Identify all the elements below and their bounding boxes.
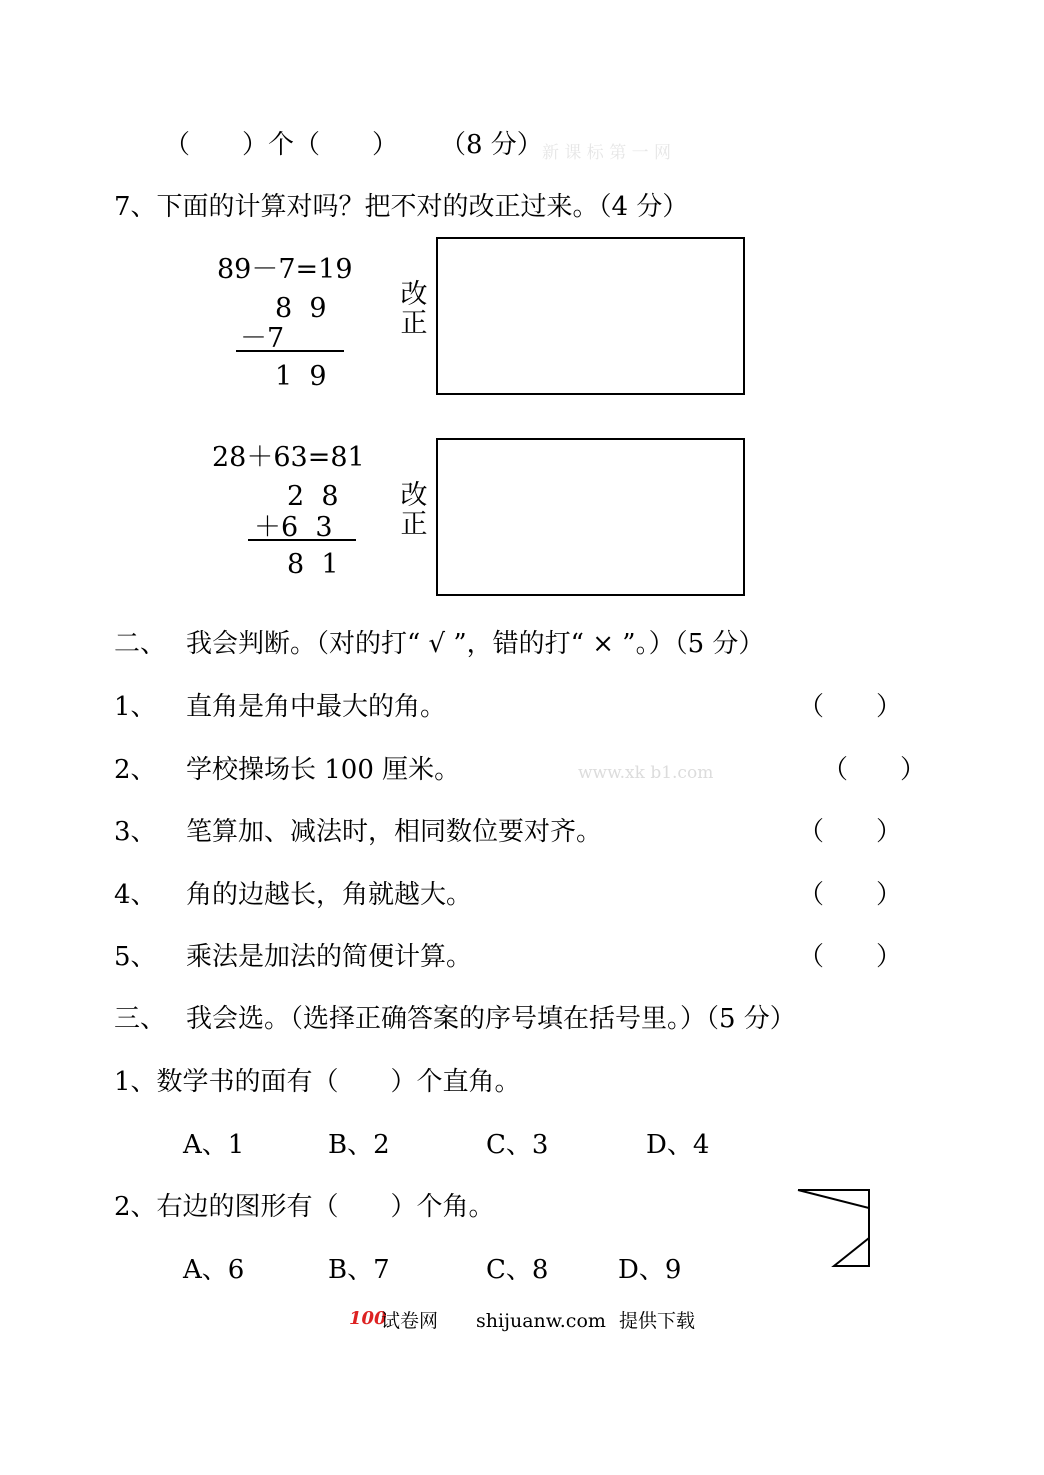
judge-item-1-number: 1、	[114, 692, 157, 722]
judge-item-3-text: 笔算加、减法时，相同数位要对齐。	[186, 817, 603, 847]
calc2-equation: 28＋63=81	[212, 442, 365, 473]
judge-item-2-answer[interactable]: （ ）	[822, 755, 927, 785]
q1-option-a[interactable]: A、1	[183, 1130, 245, 1160]
watermark-text: 新 课 标 第 一 网	[542, 143, 672, 163]
judge-item-3-answer[interactable]: （ ）	[798, 817, 903, 847]
q2-option-d[interactable]: D、9	[618, 1255, 682, 1285]
question-7-title: 7、下面的计算对吗？把不对的改正过来。（4 分）	[114, 192, 689, 222]
judge-item-4-text: 角的边越长，角就越大。	[186, 880, 473, 910]
calc1-result: 1 9	[275, 361, 327, 392]
judge-item-1-answer[interactable]: （ ）	[798, 692, 903, 722]
correct-label-1-char2: 正	[400, 308, 428, 339]
judge-item-5-number: 5、	[114, 942, 157, 972]
choice-question-2: 2、右边的图形有（ ）个角。	[114, 1192, 495, 1222]
q1-option-c[interactable]: C、3	[486, 1130, 549, 1160]
calc2-result: 8 1	[287, 549, 339, 580]
score-label: （8 分）	[440, 130, 543, 160]
correction-box-2[interactable]	[436, 438, 745, 596]
section-2-heading: 我会判断。（对的打“ √ ”，错的打“ × ”。）（5 分）	[186, 629, 765, 659]
section-3-number: 三、	[114, 1004, 167, 1034]
section-2-number: 二、	[114, 629, 167, 659]
q1-option-d[interactable]: D、4	[646, 1130, 710, 1160]
angle-figure	[794, 1186, 874, 1272]
judge-item-3-number: 3、	[114, 817, 157, 847]
blank-count-line: （ ）个（ ）	[164, 130, 399, 160]
footer-tail: 提供下载	[619, 1310, 696, 1332]
correction-box-1[interactable]	[436, 237, 745, 395]
judge-item-4-answer[interactable]: （ ）	[798, 880, 903, 910]
footer-site-name: 试卷网	[381, 1310, 439, 1332]
choice-question-1: 1、数学书的面有（ ）个直角。	[114, 1067, 521, 1097]
judge-item-5-answer[interactable]: （ ）	[798, 942, 903, 972]
correct-label-2-char1: 改	[400, 480, 428, 511]
footer-url[interactable]: shijuanw.com	[476, 1310, 606, 1332]
correct-label-1-char1: 改	[400, 279, 428, 310]
calc2-operator: ＋6 3	[254, 512, 333, 543]
calc1-underline	[236, 350, 344, 352]
q2-option-b[interactable]: B、7	[328, 1255, 390, 1285]
q2-option-c[interactable]: C、8	[486, 1255, 549, 1285]
judge-item-2-number: 2、	[114, 755, 157, 785]
section-3-heading: 我会选。（选择正确答案的序号填在括号里。）（5 分）	[186, 1004, 796, 1034]
calc1-equation: 89－7=19	[217, 254, 353, 285]
watermark-url: www.xk b1.com	[578, 763, 714, 783]
correct-label-2-char2: 正	[400, 509, 428, 540]
calc1-top-number: 8 9	[275, 293, 327, 324]
footer-logo-icon: 100	[349, 1308, 387, 1329]
judge-item-4-number: 4、	[114, 880, 157, 910]
calc2-top-number: 2 8	[287, 481, 339, 512]
judge-item-1-text: 直角是角中最大的角。	[186, 692, 447, 722]
judge-item-5-text: 乘法是加法的简便计算。	[186, 942, 473, 972]
calc2-underline	[248, 539, 356, 541]
q1-option-b[interactable]: B、2	[328, 1130, 390, 1160]
calc1-operator: －7	[240, 323, 285, 354]
judge-item-2-text: 学校操场长 100 厘米。	[186, 755, 461, 785]
q2-option-a[interactable]: A、6	[183, 1255, 245, 1285]
